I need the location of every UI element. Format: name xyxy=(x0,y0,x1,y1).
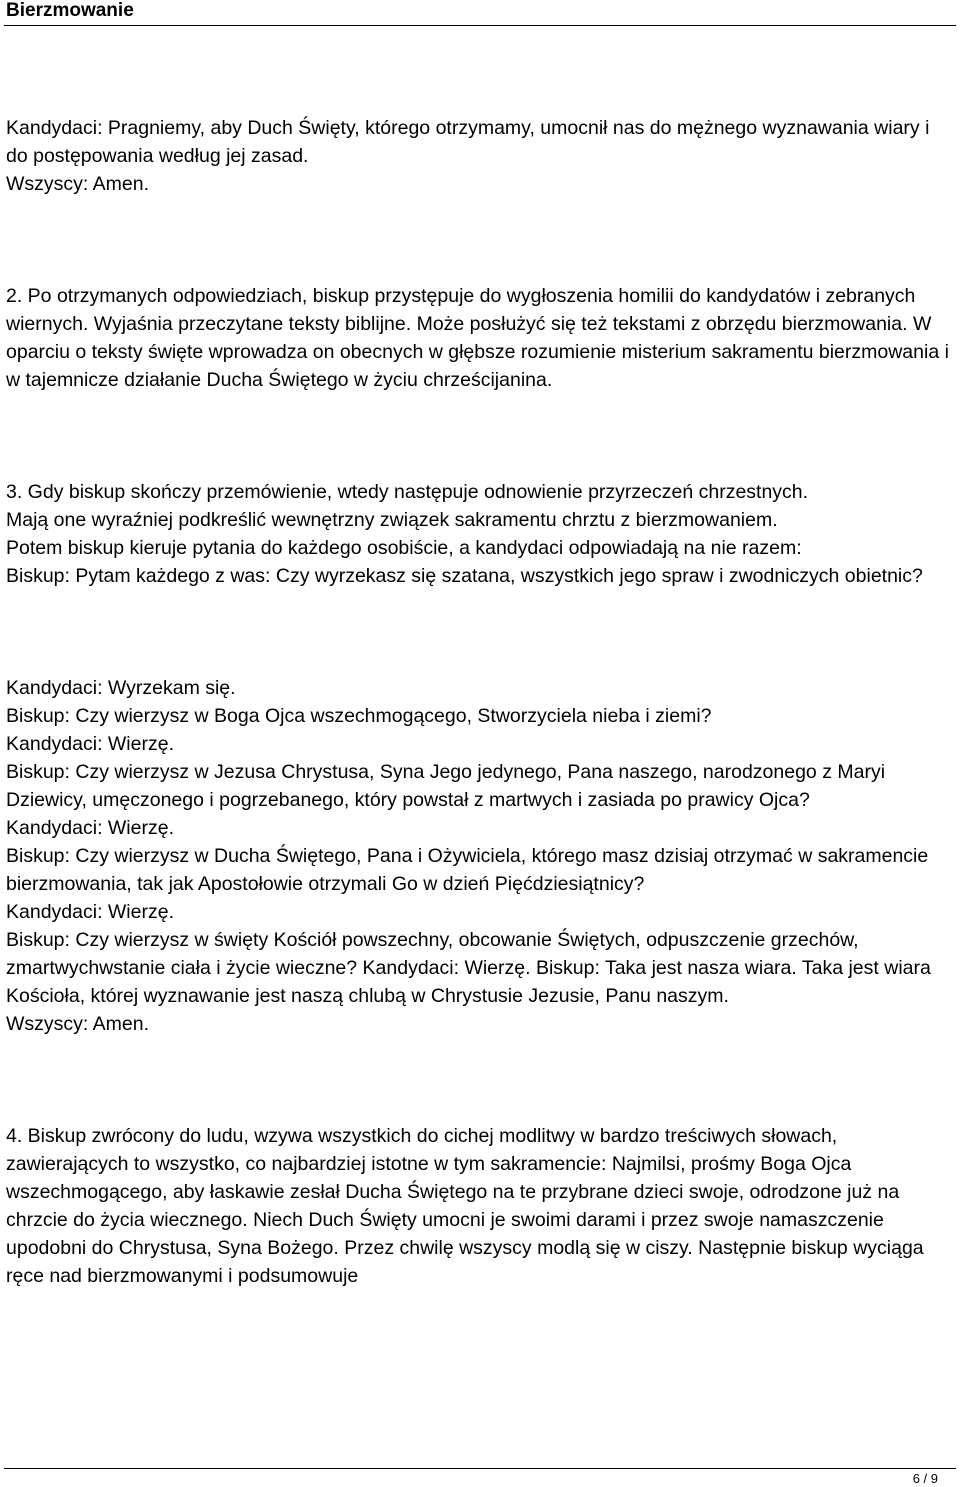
section-silent-prayer xyxy=(6,1122,956,1290)
section-baptismal-promises xyxy=(6,478,956,590)
paragraph: Biskup: Czy wierzysz w Boga Ojca wszechmogącego, Stworzyciela nieba i ziemi? xyxy=(6,705,712,727)
spacer xyxy=(6,198,956,282)
paragraph: Potem biskup kieruje pytania do każdego osobiście, a kandydaci odpowiadają na nie razem: xyxy=(6,537,802,559)
spacer xyxy=(6,1038,956,1122)
paragraph: Mają one wyraźniej podkreślić wewnętrzny związek sakramentu chrztu z bierzmowaniem. xyxy=(6,509,778,531)
paragraph: Biskup: Czy wierzysz w Ducha Świętego, Pana i Ożywiciela, którego masz dzisiaj otrzymać w sakramencie bierzmowania, tak jak Apostołowie otrzymali Go w dzień Pięćdziesiątnicy? xyxy=(6,845,929,895)
paragraph: 2. Po otrzymanych odpowiedziach, biskup przystępuje do wygłoszenia homilii do kandydatów i zebranych wiernych. Wyjaśnia przeczytane teksty biblijne. Może posłużyć się też tekstami z obrzędu bierzmowania. W oparciu o teksty święte wprowadza on obecnych w głębsze rozumienie misterium sakramentu bierzmowania i w tajemnicze działanie Ducha Świętego w życiu chrześcijanina. xyxy=(6,285,949,391)
paragraph: 4. Biskup zwrócony do ludu, wzywa wszystkich do cichej modlitwy w bardzo treściwych słowach, zawierających to wszystko, co najbardziej istotne w tym sakramencie: Najmilsi, prośmy Boga Ojca wszechmogącego, aby łaskawie zesłał Ducha Świętego na te przybrane dzieci swoje, odrodzone już na chrzcie do życia wiecznego. Niech Duch Święty umocni je swoimi darami i przez swoje namaszczenie upodobni do Chrystusa, Syna Bożego. Przez chwilę wszyscy modlą się w ciszy. Następnie biskup wyciąga ręce nad bierzmowanymi i podsumowuje xyxy=(6,1125,924,1287)
page-header xyxy=(0,0,960,27)
document-title: Bierzmowanie xyxy=(6,0,134,21)
paragraph: Kandydaci: Pragniemy, aby Duch Święty, którego otrzymamy, umocnił nas do mężnego wyznawania wiary i do postępowania według jej zasad. xyxy=(6,117,930,167)
paragraph: 3. Gdy biskup skończy przemówienie, wtedy następuje odnowienie przyrzeczeń chrzestnych. xyxy=(6,481,809,503)
spacer xyxy=(6,590,956,674)
section-homily xyxy=(6,282,956,394)
paragraph: Kandydaci: Wierzę. xyxy=(6,901,174,923)
paragraph: Kandydaci: Wierzę. xyxy=(6,817,174,839)
paragraph: Biskup: Czy wierzysz w święty Kościół powszechny, obcowanie Świętych, odpuszczenie grzechów, zmartwychwstanie ciała i życie wieczne? Kandydaci: Wierzę. Biskup: Taka jest nasza wiara. Taka jest wiara Kościoła, której wyznawanie jest naszą chlubą w Chrystusie Jezusie, Panu naszym. xyxy=(6,929,931,1007)
spacer xyxy=(6,394,956,478)
paragraph: Wszyscy: Amen. xyxy=(6,173,150,195)
paragraph: Wszyscy: Amen. xyxy=(6,1013,150,1035)
footer-divider xyxy=(4,1468,956,1469)
section-profession-of-faith xyxy=(6,674,956,1038)
paragraph: Kandydaci: Wierzę. xyxy=(6,733,174,755)
header-divider xyxy=(4,25,956,26)
document-body xyxy=(6,114,956,1290)
paragraph: Kandydaci: Wyrzekam się. xyxy=(6,677,236,699)
paragraph: Biskup: Pytam każdego z was: Czy wyrzekasz się szatana, wszystkich jego spraw i zwodniczych obietnic? xyxy=(6,565,923,587)
paragraph: Biskup: Czy wierzysz w Jezusa Chrystusa, Syna Jego jedynego, Pana naszego, narodzonego z Maryi Dziewicy, umęczonego i pogrzebanego, który powstał z martwych i zasiada po prawicy Ojca? xyxy=(6,761,886,811)
page-number: 6 / 9 xyxy=(912,1471,938,1486)
section-candidates-prayer xyxy=(6,114,956,198)
